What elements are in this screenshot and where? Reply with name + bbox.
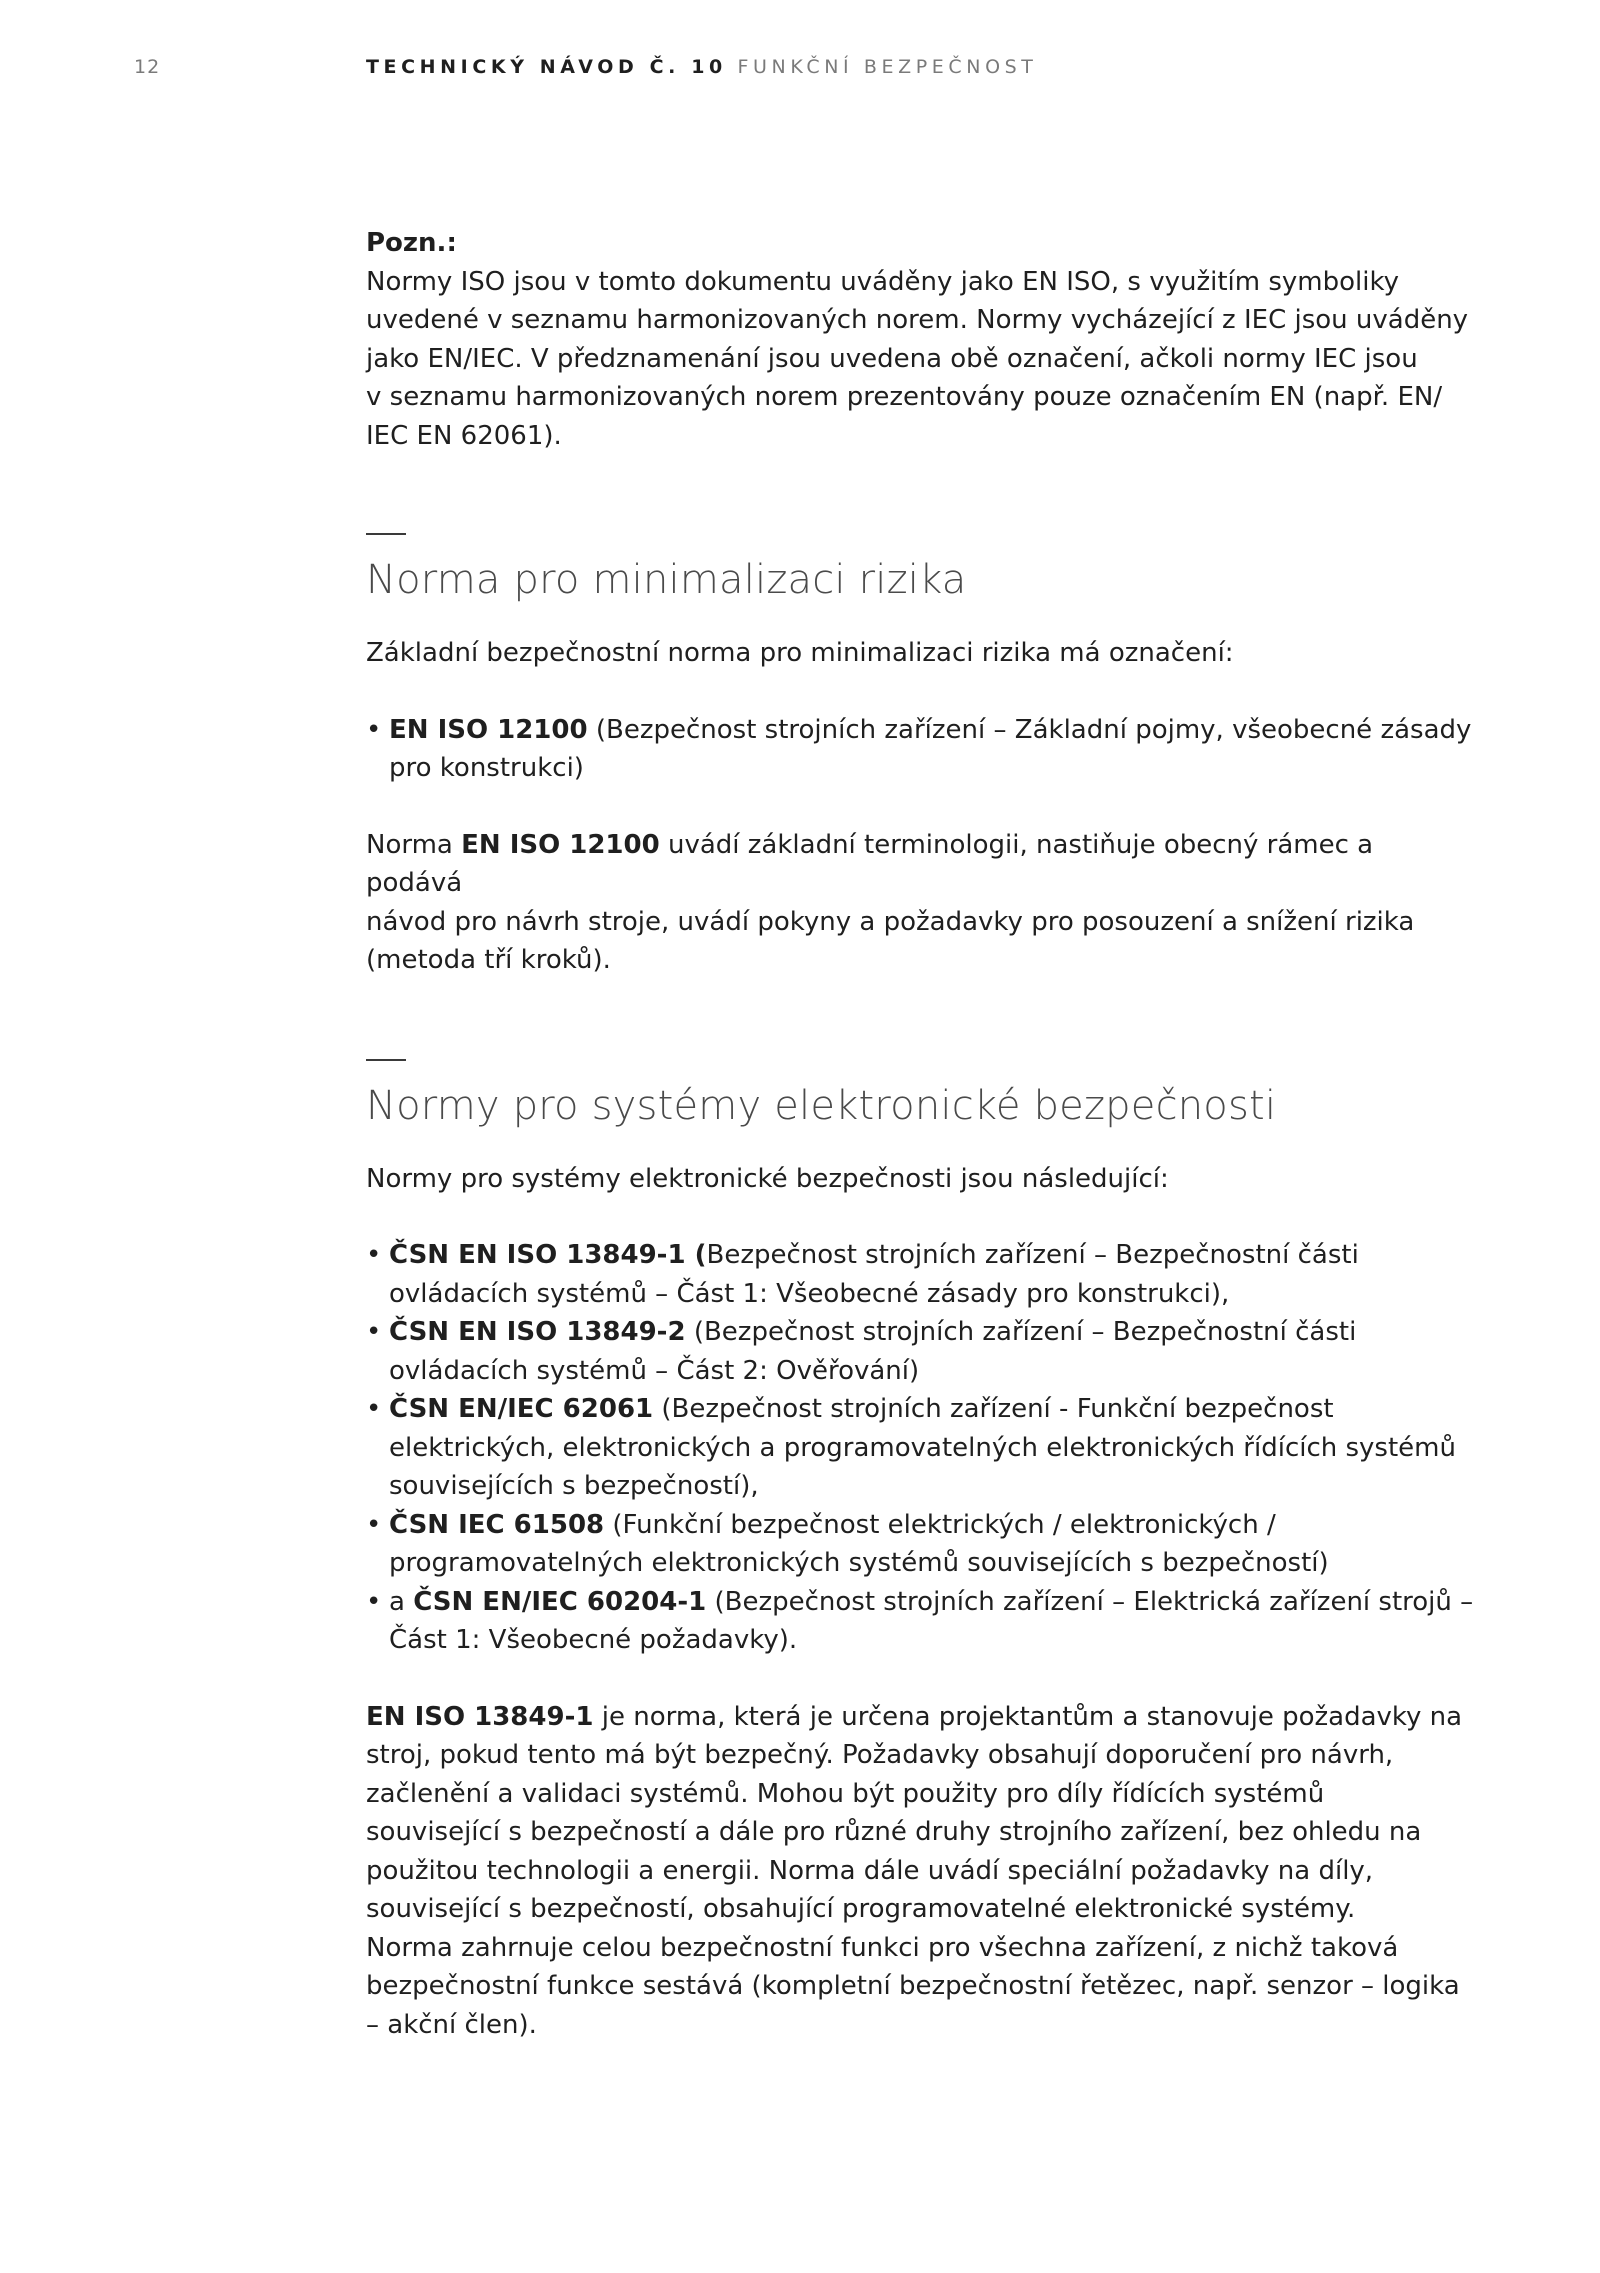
list-item <box>366 1583 1476 1660</box>
paragraph-line: související s bezpečností a dále pro různé druhy strojního zařízení, bez ohledu na <box>366 1817 1422 1847</box>
section-title-risk: Norma pro minimalizaci rizika <box>366 557 967 603</box>
list-item <box>366 1313 1476 1390</box>
note-block <box>366 224 1476 455</box>
list-item-text: (Bezpečnost strojních zařízení – Bezpečnostní části <box>685 1317 1357 1347</box>
list-item-text: a <box>389 1586 414 1617</box>
paragraph-line: bezpečnostní funkce sestává (kompletní bezpečnostní řetězec, např. senzor – logika <box>366 1971 1460 2001</box>
list-item-text: programovatelných elektronických systémů souvisejících s bezpečností) <box>389 1548 1329 1578</box>
page-number: 12 <box>134 56 161 78</box>
paragraph-line <box>366 1698 1476 1737</box>
running-header <box>366 56 1038 78</box>
list-item-text: (Bezpečnost strojních zařízení - Funkční bezpečnost <box>653 1394 1334 1424</box>
note-line: v seznamu harmonizovaných norem prezentovány pouze označením EN (např. EN/ <box>366 382 1443 412</box>
list-item <box>366 711 1476 788</box>
paragraph-text: uvádí základní terminologii, nastiňuje obecný rámec a podává <box>366 829 1374 898</box>
list-item-text: elektrických, elektronických a programovatelných elektronických řídících systémů <box>389 1432 1456 1463</box>
note-label: Pozn.: <box>366 228 457 258</box>
section-intro: Základní bezpečnostní norma pro minimalizaci rizika má označení: <box>366 638 1234 668</box>
paragraph-text: je norma, která je určena projektantům a stanovuje požadavky na <box>593 1701 1463 1732</box>
paragraph-line: stroj, pokud tento má být bezpečný. Požadavky obsahují doporučení pro návrh, <box>366 1740 1394 1770</box>
standard-code: ČSN IEC 61508 <box>389 1509 605 1540</box>
paragraph-line: návod pro návrh stroje, uvádí pokyny a požadavky pro posouzení a snížení rizika <box>366 906 1415 937</box>
paragraph <box>366 1698 1476 2045</box>
standard-code: ČSN EN/IEC 60204-1 <box>413 1586 707 1617</box>
list-item <box>366 1390 1476 1506</box>
header-title-bold: TECHNICKÝ NÁVOD Č. 10 <box>366 56 727 78</box>
paragraph-line: (metoda tří kroků). <box>366 945 611 975</box>
standard-code: ČSN EN ISO 13849-2 <box>389 1317 686 1347</box>
list-item-text: Část 1: Všeobecné požadavky). <box>389 1625 798 1655</box>
paragraph-line <box>366 826 1476 903</box>
note-line: uvedené v seznamu harmonizovaných norem. Normy vycházející z IEC jsou uváděny <box>366 305 1469 335</box>
section-title-electronic: Normy pro systémy elektronické bezpečnosti <box>366 1082 1277 1129</box>
list-item-text: pro konstrukci) <box>389 753 584 783</box>
paragraph-line: Norma zahrnuje celou bezpečnostní funkci pro všechna zařízení, z nichž taková <box>366 1932 1399 1963</box>
list-item <box>366 1236 1476 1313</box>
document-body <box>366 224 1476 2044</box>
paragraph-text: Norma <box>366 829 462 860</box>
note-line: IEC EN 62061). <box>366 420 562 451</box>
list-item-text: ovládacích systémů – Část 1: Všeobecné zásady pro konstrukci), <box>389 1278 1230 1309</box>
bullet-list <box>366 1236 1476 1660</box>
list-item-text: souvisejících s bezpečností), <box>389 1471 759 1501</box>
section-divider <box>366 1059 406 1061</box>
list-item <box>366 1506 1476 1583</box>
list-item-text: (Funkční bezpečnost elektrických / elektronických / <box>604 1509 1276 1540</box>
standard-code: ČSN EN/IEC 62061 <box>389 1394 654 1424</box>
section-intro: Normy pro systémy elektronické bezpečnosti jsou následující: <box>366 1163 1169 1194</box>
paragraph-line: související s bezpečností, obsahující programovatelné elektronické systémy. <box>366 1894 1356 1924</box>
paragraph <box>366 826 1476 980</box>
paragraph-line: – akční člen). <box>366 2009 537 2040</box>
standard-code: EN ISO 13849-1 <box>366 1701 594 1732</box>
list-item-text: (Bezpečnost strojních zařízení – Základní pojmy, všeobecné zásady <box>587 714 1472 745</box>
list-item-text: Bezpečnost strojních zařízení – Bezpečnostní části <box>706 1240 1359 1270</box>
note-line: Normy ISO jsou v tomto dokumentu uváděny jako EN ISO, s využitím symboliky <box>366 266 1399 297</box>
note-line: jako EN/IEC. V předznamenání jsou uvedena obě označení, ačkoli normy IEC jsou <box>366 343 1418 374</box>
standard-code: EN ISO 12100 <box>461 829 660 860</box>
list-item-text: (Bezpečnost strojních zařízení – Elektrická zařízení strojů – <box>706 1586 1474 1617</box>
standard-code: ČSN EN ISO 13849-1 ( <box>389 1240 707 1270</box>
paragraph-line: použitou technologii a energii. Norma dále uvádí speciální požadavky na díly, <box>366 1855 1374 1886</box>
bullet-list <box>366 711 1476 788</box>
paragraph-line: začlenění a validaci systémů. Mohou být použity pro díly řídících systémů <box>366 1778 1325 1809</box>
header-title-light: FUNKČNÍ BEZPEČNOST <box>737 56 1038 78</box>
standard-code: EN ISO 12100 <box>389 714 588 745</box>
section-divider <box>366 533 406 535</box>
list-item-text: ovládacích systémů – Část 2: Ověřování) <box>389 1355 920 1386</box>
